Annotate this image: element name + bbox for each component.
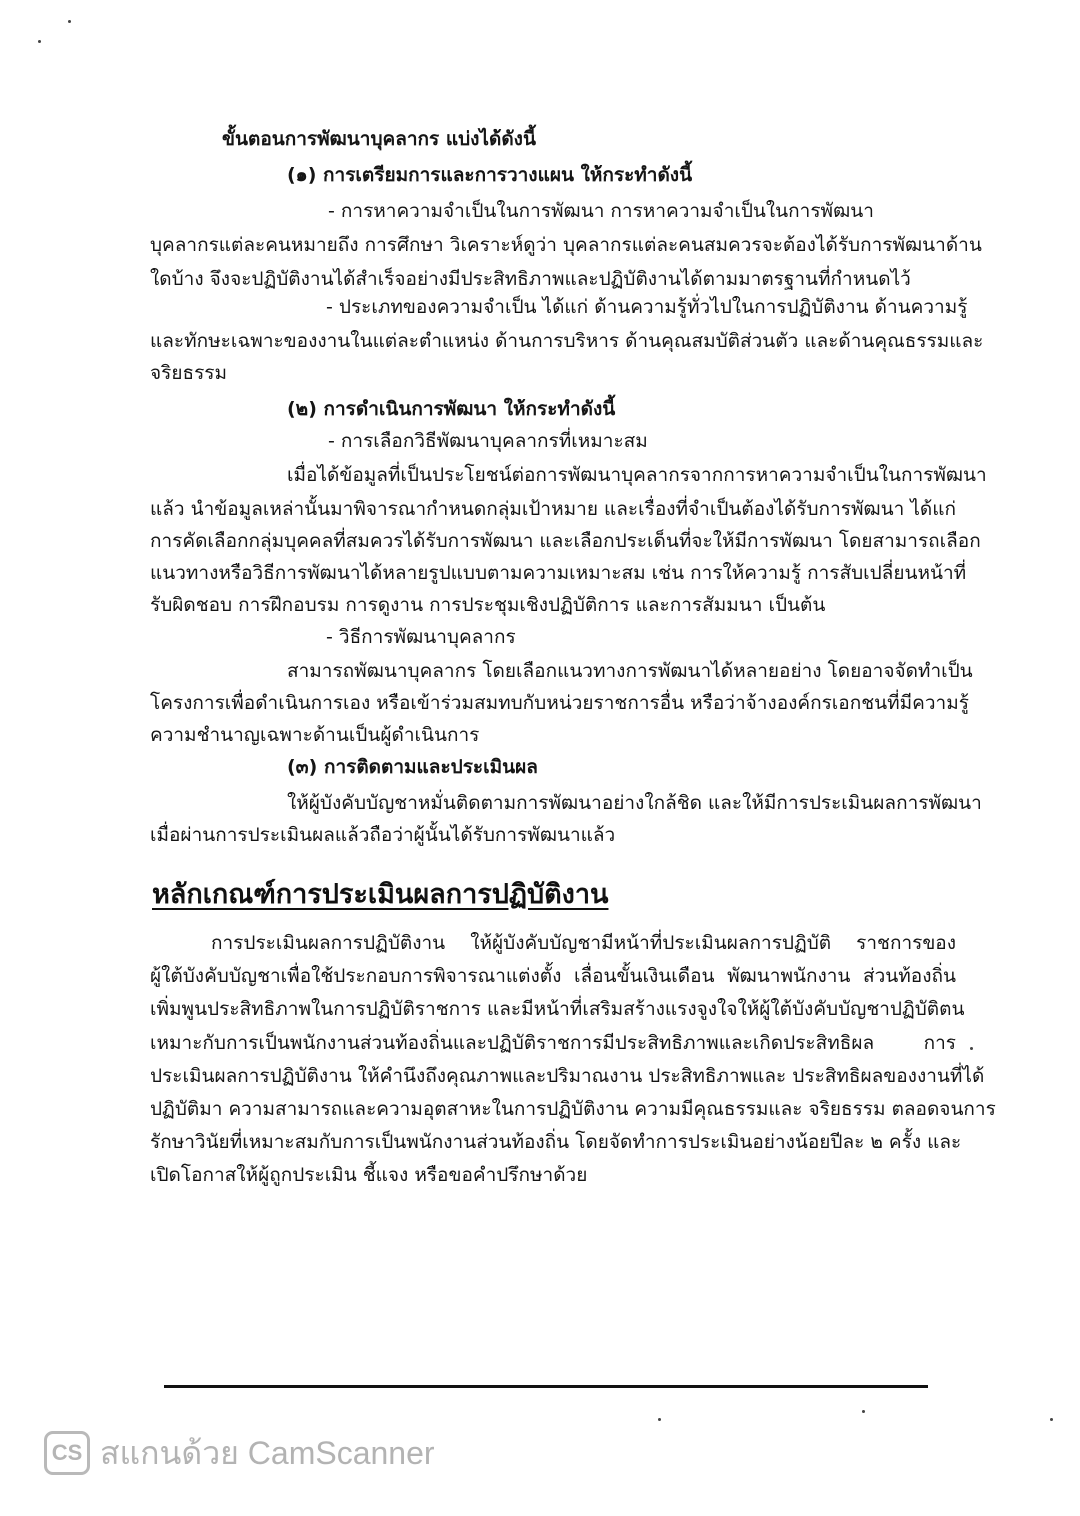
scan-speck	[1050, 1418, 1053, 1421]
section-heading: หลักเกณฑ์การประเมินผลการปฏิบัติงาน	[152, 879, 609, 910]
watermark-text: สแกนด้วย CamScanner	[100, 1434, 435, 1471]
section2-paragraph-line: เปิดโอกาสให้ผู้ถูกประเมิน ชี้แจง หรือขอคำปรึกษาด้วย	[150, 1164, 588, 1186]
step2-subheading: - วิธีการพัฒนาบุคลากร	[326, 626, 516, 648]
step3-paragraph-line: ให้ผู้บังคับบัญชาหมั่นติดตามการพัฒนาอย่างใกล้ชิด และให้มีการประเมินผลการพัฒนา	[287, 792, 982, 814]
intro-heading: ขั้นตอนการพัฒนาบุคลากร แบ่งได้ดังนี้	[222, 128, 536, 150]
step2-paragraph1-line: เมื่อได้ข้อมูลที่เป็นประโยชน์ต่อการพัฒนาบุคลากรจากการหาความจำเป็นในการพัฒนา	[287, 464, 987, 486]
step1-paragraph1-line: บุคลากรแต่ละคนหมายถึง การศึกษา วิเคราะห์ดูว่า บุคลากรแต่ละคนสมควรจะต้องได้รับการพัฒนาด้าน	[150, 234, 982, 256]
step2-paragraph1-line: แล้ว นำข้อมูลเหล่านั้นมาพิจารณากำหนดกลุ่มเป้าหมาย และเรื่องที่จำเป็นต้องได้รับการพัฒนา ได้แก่	[150, 498, 956, 520]
step2-subheading: - การเลือกวิธีพัฒนาบุคลากรที่เหมาะสม	[328, 430, 648, 452]
step2-paragraph1-line: แนวทางหรือวิธีการพัฒนาได้หลายรูปแบบตามความเหมาะสม เช่น การให้ความรู้ การสับเปลี่ยนหน้าที่	[150, 562, 967, 584]
section2-paragraph-line: รักษาวินัยที่เหมาะสมกับการเป็นพนักงานส่วนท้องถิ่น โดยจัดทำการประเมินอย่างน้อยปีละ ๒ ครั้ง และ	[150, 1131, 962, 1153]
step2-paragraph1-line: รับผิดชอบ การฝึกอบรม การดูงาน การประชุมเชิงปฏิบัติการ และการสัมมนา เป็นต้น	[150, 594, 826, 616]
step1-paragraph2-line: จริยธรรม	[150, 362, 228, 384]
step3-paragraph-line: เมื่อผ่านการประเมินผลแล้วถือว่าผู้นั้นได้รับการพัฒนาแล้ว	[150, 824, 616, 846]
section2-paragraph-line: เหมาะกับการเป็นพนักงานส่วนท้องถิ่นและปฏิบัติราชการมีประสิทธิภาพและเกิดประสิทธิผล การ	[150, 1032, 956, 1054]
section2-paragraph-line: ผู้ใต้บังคับบัญชาเพื่อใช้ประกอบการพิจารณาแต่งตั้ง เลื่อนขั้นเงินเดือน พัฒนาพนักงาน ส่วนท้องถิ่น	[150, 965, 956, 987]
scan-speck	[68, 20, 71, 23]
step2-paragraph2-line: โครงการเพื่อดำเนินการเอง หรือเข้าร่วมสมทบกับหน่วยราชการอื่น หรือว่าจ้างองค์กรเอกชนที่มีความรู้	[150, 692, 969, 714]
section2-paragraph-line: ประเมินผลการปฏิบัติงาน ให้คำนึงถึงคุณภาพและปริมาณงาน ประสิทธิภาพและ ประสิทธิผลของงานที่ได้	[150, 1065, 985, 1087]
camscanner-logo-icon: CS	[44, 1431, 90, 1475]
step1-paragraph1-line: - การหาความจำเป็นในการพัฒนา การหาความจำเป็นในการพัฒนา	[328, 200, 874, 222]
section2-paragraph-line: ปฏิบัติมา ความสามารถและความอุตสาหะในการปฏิบัติงาน ความมีคุณธรรมและ จริยธรรม ตลอดจนการ	[150, 1098, 996, 1120]
section2-paragraph-line: เพิ่มพูนประสิทธิภาพในการปฏิบัติราชการ และมีหน้าที่เสริมสร้างแรงจูงใจให้ผู้ใต้บังคับบัญชาปฏิบัติตน	[150, 998, 965, 1020]
step1-paragraph2-line: และทักษะเฉพาะของงานในแต่ละตำแหน่ง ด้านการบริหาร ด้านคุณสมบัติส่วนตัว และด้านคุณธรรมและ	[150, 330, 984, 352]
section2-paragraph-line: การประเมินผลการปฏิบัติงาน ให้ผู้บังคับบัญชามีหน้าที่ประเมินผลการปฏิบัติ ราชการของ	[211, 932, 956, 954]
step1-paragraph1-line: ใดบ้าง จึงจะปฏิบัติงานได้สำเร็จอย่างมีประสิทธิภาพและปฏิบัติงานได้ตามมาตรฐานที่กำหนดไว้	[150, 268, 911, 290]
step2-paragraph2-line: ความชำนาญเฉพาะด้านเป็นผู้ดำเนินการ	[150, 724, 480, 746]
step1-paragraph2-line: - ประเภทของความจำเป็น ได้แก่ ด้านความรู้ทั่วไปในการปฏิบัติงาน ด้านความรู้	[326, 296, 968, 318]
step2-paragraph1-line: การคัดเลือกกลุ่มบุคคลที่สมควรได้รับการพัฒนา และเลือกประเด็นที่จะให้มีการพัฒนา โดยสามารถเลือก	[150, 530, 981, 552]
camscanner-watermark	[44, 1428, 435, 1478]
footer-divider	[164, 1385, 928, 1388]
scan-speck	[862, 1410, 865, 1413]
scan-speck	[658, 1418, 661, 1421]
scan-speck	[38, 40, 41, 43]
step2-title: (๒) การดำเนินการพัฒนา ให้กระทำดังนี้	[287, 398, 616, 420]
step3-title: (๓) การติดตามและประเมินผล	[287, 756, 538, 778]
step2-paragraph2-line: สามารถพัฒนาบุคลากร โดยเลือกแนวทางการพัฒนาได้หลายอย่าง โดยอาจจัดทำเป็น	[287, 660, 973, 682]
scan-speck	[970, 1047, 973, 1050]
step1-title: (๑) การเตรียมการและการวางแผน ให้กระทำดังนี้	[287, 164, 693, 186]
